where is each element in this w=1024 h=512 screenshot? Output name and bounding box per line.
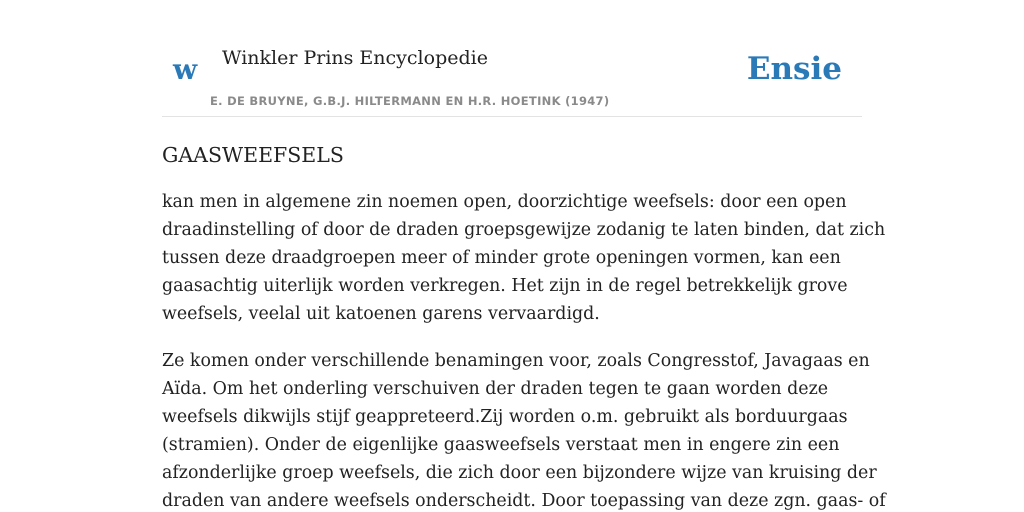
paragraph-line: draden van andere weefsels onderscheidt. Door toepassing van deze zgn. gaas- of: [162, 491, 886, 511]
paragraph-line: (stramien). Onder de eigenlijke gaasweefsels verstaat men in engere zin een: [162, 435, 840, 455]
paragraph-line: tussen deze draadgroepen meer of minder grote openingen vormen, kan een: [162, 248, 841, 268]
article-paragraph: [162, 347, 886, 512]
article-paragraph: [162, 188, 886, 328]
article: [162, 139, 886, 512]
paragraph-line: draadinstelling of door de draden groepsgewijze zodanig te laten binden, dat zich: [162, 220, 886, 240]
site-header: [162, 0, 862, 117]
paragraph-line: Aïda. Om het onderling verschuiven der draden tegen te gaan worden deze: [162, 379, 829, 399]
paragraph-line: afzonderlijke groep weefsels, die zich door een bijzondere wijze van kruising der: [162, 463, 877, 483]
logo-w-icon[interactable]: w: [173, 53, 198, 86]
paragraph-line: Ze komen onder verschillende benamingen voor, zoals Congresstof, Javagaas en: [162, 351, 870, 371]
ensie-logo[interactable]: Ensie: [746, 51, 842, 87]
book-title-link[interactable]: Winkler Prins Encyclopedie: [222, 47, 488, 69]
authors-line: E. DE BRUYNE, G.B.J. HILTERMANN EN H.R. HOETINK (1947): [210, 94, 610, 108]
paragraph-line: gaasachtig uiterlijk worden verkregen. Het zijn in de regel betrekkelijk grove: [162, 276, 848, 296]
paragraph-line: weefsels, veelal uit katoenen garens vervaardigd.: [162, 304, 600, 324]
article-headword: GAASWEEFSELS: [162, 143, 344, 167]
paragraph-line: weefsels dikwijls stijf geappreteerd.Zij worden o.m. gebruikt als borduurgaas: [162, 407, 848, 427]
paragraph-line: kan men in algemene zin noemen open, doorzichtige weefsels: door een open: [162, 192, 847, 212]
